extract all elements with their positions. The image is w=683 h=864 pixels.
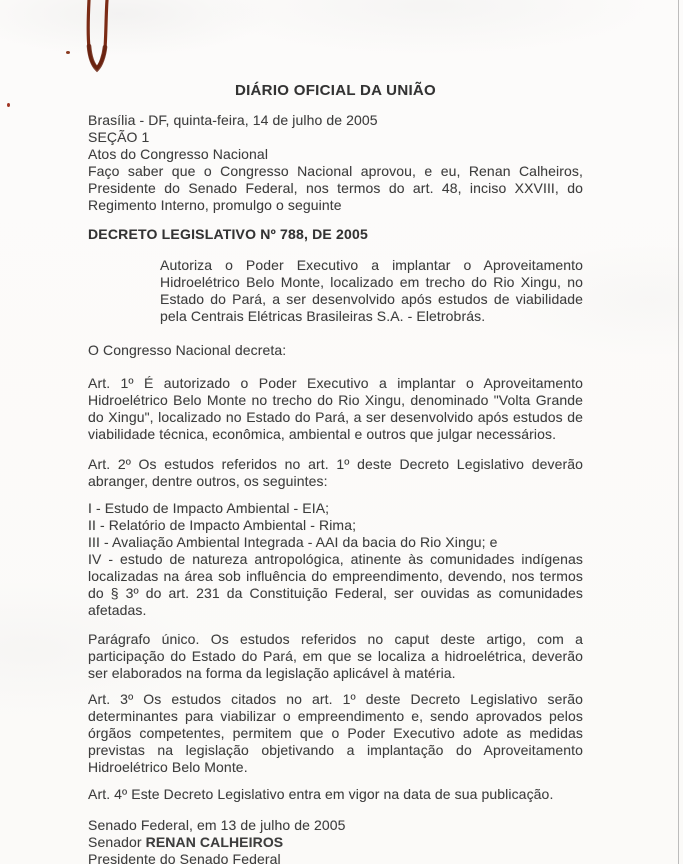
signature-block xyxy=(88,817,583,864)
article-2-text: Art. 2º Os estudos referidos no art. 1º deste Decreto Legislativo deverão abranger, dentre outros, os seguintes: xyxy=(88,456,583,489)
item-iii-text: III - Avaliação Ambiental Integrada - AAI da bacia do Rio Xingu; e xyxy=(88,534,498,550)
ink-speck xyxy=(66,51,70,54)
signer-title: Presidente do Senado Federal xyxy=(88,851,281,864)
article-3-text: Art. 3º Os estudos citados no art. 1º deste Decreto Legislativo serão determinantes para viabilizar o empreendimento e, sendo aprovados pelos órgãos competentes, permitem que o Poder Executivo adote as medidas previstas na legislação objetivando a implantação do Aproveitamento Hidroelétrico Belo Monte. xyxy=(88,691,583,775)
section-label: SEÇÃO 1 xyxy=(88,129,150,145)
paperclip-rust-stain xyxy=(82,0,116,76)
page-title: DIÁRIO OFICIAL DA UNIÃO xyxy=(234,82,437,99)
signature-dateline: Senado Federal, em 13 de julho de 2005 xyxy=(88,817,346,833)
signer-name: RENAN CALHEIROS xyxy=(145,834,284,850)
document-content xyxy=(88,82,583,864)
header-meta xyxy=(88,112,583,214)
article-2-items xyxy=(88,500,583,619)
ink-speck xyxy=(7,103,10,107)
enacting-clause: O Congresso Nacional decreta: xyxy=(88,342,287,358)
dateline: Brasília - DF, quinta-feira, 14 de julho de 2005 xyxy=(88,112,378,128)
scan-edge-line xyxy=(678,0,680,864)
origin-label: Atos do Congresso Nacional xyxy=(88,146,269,162)
sole-paragraph-text: Parágrafo único. Os estudos referidos no caput deste artigo, com a participação do Estado do Pará, em que se localiza a hidroelétrica, deverão ser elaborados na forma da legislação aplicável à matéria. xyxy=(88,631,583,681)
item-ii-text: II - Relatório de Impacto Ambiental - Rima; xyxy=(88,517,357,533)
signer-line xyxy=(88,834,583,851)
decree-title: DECRETO LEGISLATIVO Nº 788, DE 2005 xyxy=(88,226,369,242)
decree-summary: Autoriza o Poder Executivo a implantar o Aproveitamento Hidroelétrico Belo Monte, localizado em trecho do Rio Xingu, no Estado do Pará, a ser desenvolvido após estudos de viabilidade pela Centrais Elétricas Brasileiras S.A. - Eletrobrás. xyxy=(160,257,583,324)
signer-prefix: Senador xyxy=(88,834,146,850)
rust-stain-bottom xyxy=(89,46,105,69)
promulgation-text: Faço saber que o Congresso Nacional aprovou, e eu, Renan Calheiros, Presidente do Senado Federal, nos termos do art. 48, inciso XXVIII, do Regimento Interno, promulgo o seguinte xyxy=(88,163,583,213)
item-i-text: I - Estudo de Impacto Ambiental - EIA; xyxy=(88,500,330,516)
article-4-text: Art. 4º Este Decreto Legislativo entra em vigor na data de sua publicação. xyxy=(88,786,554,802)
article-1-text: Art. 1º É autorizado o Poder Executivo a implantar o Aproveitamento Hidroelétrico Belo Monte no trecho do Rio Xingu, denominado "Volta Grande do Xingu", localizado no Estado do Pará, a ser desenvolvido após estudos de viabilidade técnica, econômica, ambiental e outros que julgar necessários. xyxy=(88,375,583,442)
item-iv-text: IV - estudo de natureza antropológica, atinente às comunidades indígenas localizadas na área sob influência do empreendimento, devendo, nos termos do § 3º do art. 231 da Constituição Federal, ser ouvidas as comunidades afetadas. xyxy=(88,551,583,618)
